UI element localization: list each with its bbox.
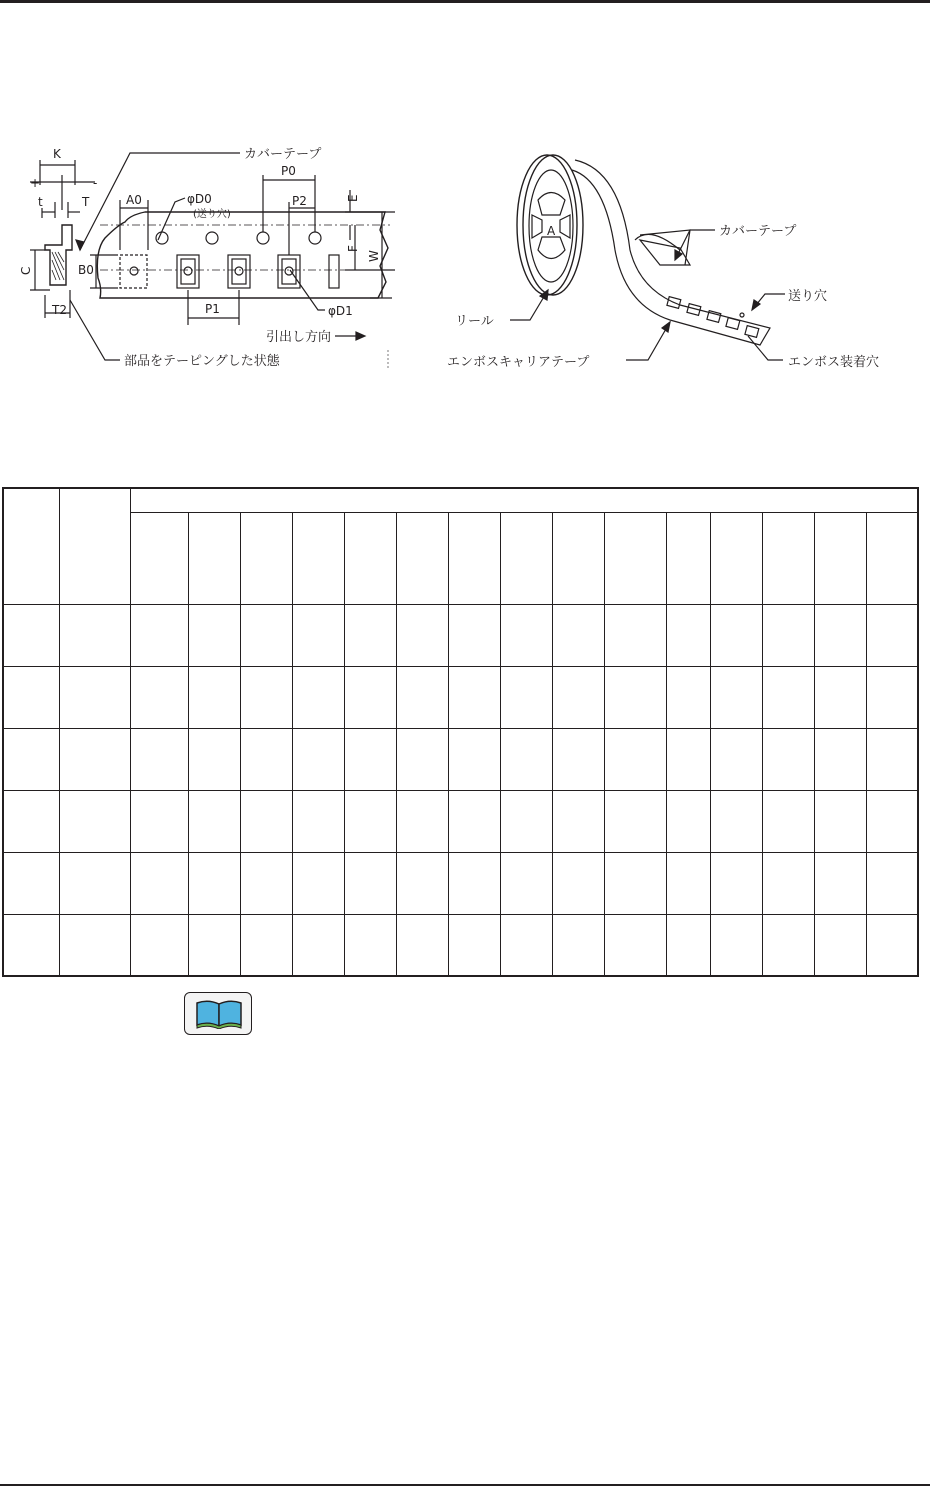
header-cell <box>188 512 240 604</box>
dim-a0: A0 <box>126 193 142 207</box>
table-header-row-1 <box>3 488 918 512</box>
header-cell <box>866 512 918 604</box>
header-cell <box>59 488 130 604</box>
table-row <box>3 666 918 728</box>
header-cell <box>396 512 448 604</box>
header-cell <box>344 512 396 604</box>
feed-hole-label: 送り穴 <box>788 289 828 304</box>
dim-w: W <box>367 250 381 262</box>
header-cell <box>604 512 666 604</box>
taped-state-label: 部品をテーピングした状態 <box>124 354 280 369</box>
header-cell <box>130 512 188 604</box>
header-cell <box>3 488 59 604</box>
header-cell <box>666 512 710 604</box>
dim-k: K <box>53 147 61 161</box>
emboss-pocket-label: エンボス装着穴 <box>788 355 880 370</box>
header-cell <box>292 512 344 604</box>
dim-d1: φD1 <box>328 304 353 318</box>
manual-button[interactable] <box>184 992 252 1035</box>
header-cell <box>762 512 814 604</box>
book-icon <box>194 999 244 1029</box>
header-cell <box>710 512 762 604</box>
emboss-tape-label: エンボスキャリアテープ <box>447 355 590 370</box>
dim-d0: φD0 <box>187 192 212 206</box>
header-group-cell <box>130 488 918 512</box>
dim-f: F <box>346 245 360 252</box>
header-rule <box>0 0 930 3</box>
table-row <box>3 728 918 790</box>
table-row <box>3 790 918 852</box>
header-cell <box>814 512 866 604</box>
table-row <box>3 914 918 976</box>
dim-t-cap: T <box>82 195 90 209</box>
table-header-row-2 <box>3 512 918 604</box>
reel-letter: A <box>547 224 556 238</box>
dim-p0: P0 <box>281 164 296 178</box>
footer-rule <box>0 1484 930 1486</box>
tape-diagram <box>0 130 930 390</box>
dim-e: E <box>346 194 360 202</box>
dim-t-small: t <box>38 195 43 209</box>
header-cell <box>500 512 552 604</box>
dim-p2: P2 <box>292 194 307 208</box>
table-row <box>3 604 918 666</box>
header-cell <box>448 512 500 604</box>
table-row <box>3 852 918 914</box>
reel-label: リール <box>455 314 494 329</box>
pull-direction-label: 引出し方向 <box>266 330 332 345</box>
feed-hole-note: (送り穴) <box>193 209 231 220</box>
header-cell <box>552 512 604 604</box>
header-cell <box>240 512 292 604</box>
cover-tape-label-left: カバーテープ <box>244 147 322 162</box>
spec-table <box>2 487 919 977</box>
dim-c: C <box>19 266 33 275</box>
dim-p1: P1 <box>205 302 220 316</box>
dim-t2: T2 <box>52 303 67 317</box>
dim-minus: - <box>93 176 98 190</box>
cover-tape-label-right: カバーテープ <box>719 224 797 239</box>
dim-plus: + <box>30 176 41 190</box>
dim-b0: B0 <box>78 263 94 277</box>
